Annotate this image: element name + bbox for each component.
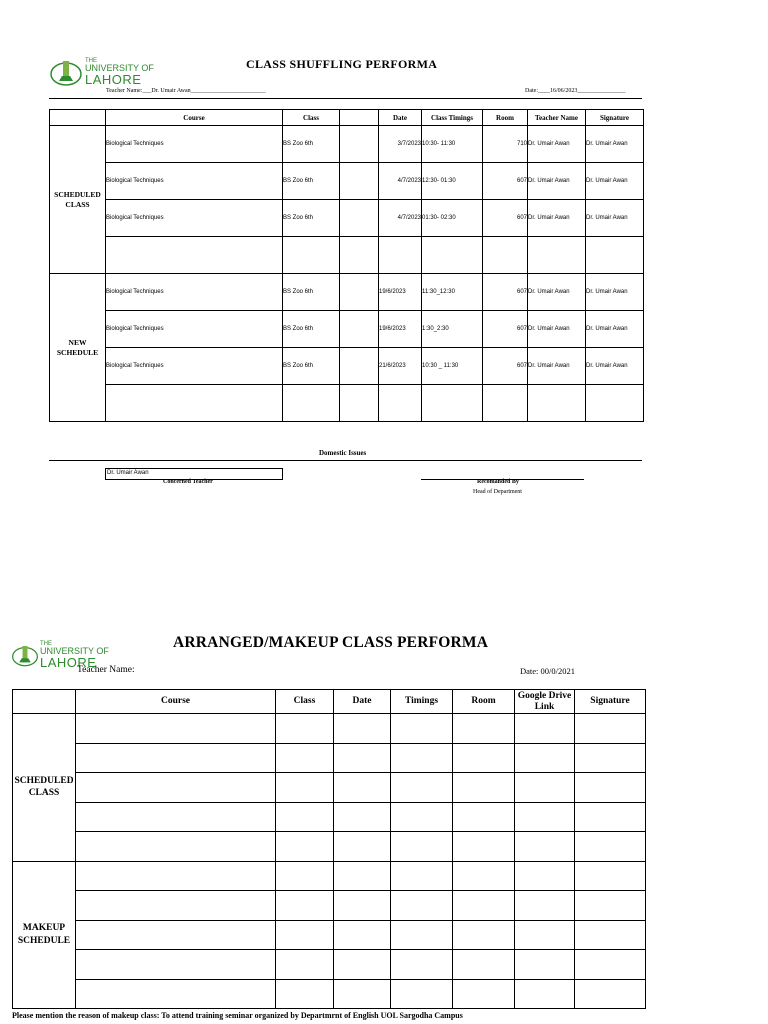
header-empty xyxy=(340,110,379,126)
table-row xyxy=(13,861,646,891)
cell-course[interactable] xyxy=(76,861,276,891)
cell-room[interactable] xyxy=(453,950,515,980)
cell-blank xyxy=(340,385,379,422)
cell-signature: Dr. Umair Awan xyxy=(586,200,644,237)
university-logo xyxy=(49,58,154,86)
table-row xyxy=(13,950,646,980)
cell-timings[interactable] xyxy=(391,861,453,891)
cell-drive-link[interactable] xyxy=(515,714,575,744)
cell-drive-link[interactable] xyxy=(515,920,575,950)
cell-class: BS Zoo 6th xyxy=(283,311,340,348)
cell-signature[interactable] xyxy=(575,832,646,862)
cell-date xyxy=(379,237,422,274)
cell-course[interactable] xyxy=(76,743,276,773)
cell-room: 607 xyxy=(483,274,528,311)
cell-course: Biological Techniques xyxy=(106,274,283,311)
table-row xyxy=(50,237,644,274)
cell-class xyxy=(283,237,340,274)
logo-lahore: LAHORE xyxy=(85,72,142,87)
cell-blank xyxy=(340,311,379,348)
header-google-drive-link: Google Drive Link xyxy=(515,690,575,714)
cell-course[interactable] xyxy=(76,920,276,950)
cell-timings: 12:30- 01:30 xyxy=(422,163,483,200)
cell-timings: 11:30_12:30 xyxy=(422,274,483,311)
header-date: Date xyxy=(334,690,391,714)
cell-timings[interactable] xyxy=(391,891,453,921)
cell-timings xyxy=(422,237,483,274)
header-class: Class xyxy=(276,690,334,714)
cell-course xyxy=(106,385,283,422)
head-of-department-label: Head of Department xyxy=(473,489,522,495)
new-schedule-label: NEW SCHEDULE xyxy=(50,274,106,422)
cell-signature: Dr. Umair Awan xyxy=(586,163,644,200)
cell-class xyxy=(283,385,340,422)
cell-class: BS Zoo 6th xyxy=(283,348,340,385)
cell-course[interactable] xyxy=(76,979,276,1009)
concerned-teacher-label: Concerned Teacher xyxy=(163,479,213,485)
cell-course[interactable] xyxy=(76,714,276,744)
form1-teacher-name: Teacher Name:___Dr. Umair Awan_________________________ xyxy=(106,88,266,94)
header-course: Course xyxy=(106,110,283,126)
cell-signature[interactable] xyxy=(575,950,646,980)
scheduled-class-label: SCHEDULED CLASS xyxy=(50,126,106,274)
cell-signature: Dr. Umair Awan xyxy=(586,311,644,348)
cell-class: BS Zoo 6th xyxy=(283,200,340,237)
cell-blank xyxy=(340,237,379,274)
domestic-issues-rule xyxy=(49,460,642,461)
cell-date[interactable] xyxy=(334,714,391,744)
cell-blank xyxy=(340,348,379,385)
cell-signature: Dr. Umair Awan xyxy=(586,126,644,163)
cell-teacher: Dr. Umair Awan xyxy=(528,274,586,311)
cell-teacher: Dr. Umair Awan xyxy=(528,348,586,385)
cell-drive-link[interactable] xyxy=(515,950,575,980)
cell-signature[interactable] xyxy=(575,773,646,803)
logo-the: THE xyxy=(40,641,52,647)
cell-timings: 01:30- 02:30 xyxy=(422,200,483,237)
cell-drive-link[interactable] xyxy=(515,832,575,862)
cell-class: BS Zoo 6th xyxy=(283,274,340,311)
cell-drive-link[interactable] xyxy=(515,802,575,832)
logo-the: THE xyxy=(85,58,97,64)
cell-room: 607 xyxy=(483,348,528,385)
cell-course: Biological Techniques xyxy=(106,200,283,237)
cell-date[interactable] xyxy=(334,802,391,832)
form2-date: Date: 00/0/2021 xyxy=(520,666,576,676)
table-row xyxy=(13,773,646,803)
table-header-row xyxy=(50,110,644,126)
cell-drive-link[interactable] xyxy=(515,861,575,891)
makeup-reason-note: Please mention the reason of makeup class: To attend training seminar organized by Departmrnt of English UOL Sargodha Campus xyxy=(12,1011,463,1020)
form1-title: CLASS SHUFFLING PERFORMA xyxy=(246,57,438,71)
logo-lahore: LAHORE xyxy=(40,655,97,670)
table-row xyxy=(13,832,646,862)
cell-drive-link[interactable] xyxy=(515,773,575,803)
table-row xyxy=(50,126,644,163)
table-row xyxy=(50,311,644,348)
table-row xyxy=(50,163,644,200)
cell-timings: 10:30 _ 11:30 xyxy=(422,348,483,385)
cell-signature: Dr. Umair Awan xyxy=(586,274,644,311)
cell-course: Biological Techniques xyxy=(106,348,283,385)
cell-course: Biological Techniques xyxy=(106,163,283,200)
cell-blank xyxy=(340,200,379,237)
cell-date: 3/7/2023 xyxy=(379,126,422,163)
cell-date: 4/7/2023 xyxy=(379,200,422,237)
cell-date[interactable] xyxy=(334,891,391,921)
table-row xyxy=(50,348,644,385)
cell-signature[interactable] xyxy=(575,714,646,744)
cell-signature[interactable] xyxy=(575,891,646,921)
cell-timings[interactable] xyxy=(391,832,453,862)
form2-title: ARRANGED/MAKEUP CLASS PERFORMA xyxy=(173,634,489,651)
cell-class: BS Zoo 6th xyxy=(283,126,340,163)
class-shuffling-table xyxy=(49,109,644,422)
cell-timings: 1:30_2:30 xyxy=(422,311,483,348)
header-blank xyxy=(50,110,106,126)
cell-course: Biological Techniques xyxy=(106,126,283,163)
cell-class[interactable] xyxy=(276,832,334,862)
cell-class[interactable] xyxy=(276,743,334,773)
cell-class[interactable] xyxy=(276,714,334,744)
cell-blank xyxy=(340,126,379,163)
cell-date[interactable] xyxy=(334,950,391,980)
cell-course[interactable] xyxy=(76,802,276,832)
cell-signature xyxy=(586,237,644,274)
cell-course xyxy=(106,237,283,274)
scheduled-class-label: SCHEDULED CLASS xyxy=(13,714,76,862)
cell-timings[interactable] xyxy=(391,714,453,744)
cell-course[interactable] xyxy=(76,832,276,862)
cell-timings[interactable] xyxy=(391,979,453,1009)
university-seal-icon xyxy=(49,58,83,86)
cell-date xyxy=(379,385,422,422)
cell-signature xyxy=(586,385,644,422)
cell-timings[interactable] xyxy=(391,802,453,832)
cell-timings[interactable] xyxy=(391,950,453,980)
makeup-class-table xyxy=(12,689,646,1009)
cell-date[interactable] xyxy=(334,743,391,773)
cell-drive-link[interactable] xyxy=(515,979,575,1009)
cell-room: 607 xyxy=(483,163,528,200)
table-header-row xyxy=(13,690,646,714)
cell-room[interactable] xyxy=(453,979,515,1009)
header-signature: Signature xyxy=(586,110,644,126)
cell-room xyxy=(483,237,528,274)
cell-signature: Dr. Umair Awan xyxy=(586,348,644,385)
table-row xyxy=(13,743,646,773)
logo-university: UNIVERSITY OF xyxy=(40,646,109,656)
concerned-teacher-field[interactable]: Dr. Umair Awan xyxy=(105,468,283,480)
cell-course[interactable] xyxy=(76,773,276,803)
cell-date[interactable] xyxy=(334,979,391,1009)
logo-university: UNIVERSITY OF xyxy=(85,63,154,73)
cell-date[interactable] xyxy=(334,832,391,862)
cell-class[interactable] xyxy=(276,920,334,950)
cell-room[interactable] xyxy=(453,891,515,921)
cell-class[interactable] xyxy=(276,950,334,980)
cell-blank xyxy=(340,163,379,200)
form2-teacher-name: Teacher Name: xyxy=(77,665,135,675)
table-row xyxy=(50,385,644,422)
cell-room: 607 xyxy=(483,311,528,348)
cell-course[interactable] xyxy=(76,950,276,980)
table-row xyxy=(50,274,644,311)
cell-date[interactable] xyxy=(334,861,391,891)
cell-class[interactable] xyxy=(276,891,334,921)
header-blank xyxy=(13,690,76,714)
table-row xyxy=(13,802,646,832)
cell-date[interactable] xyxy=(334,920,391,950)
cell-signature[interactable] xyxy=(575,861,646,891)
domestic-issues-label: Domestic Issues xyxy=(319,449,367,457)
cell-teacher xyxy=(528,385,586,422)
cell-room xyxy=(483,385,528,422)
cell-teacher: Dr. Umair Awan xyxy=(528,311,586,348)
cell-date: 21/6/2023 xyxy=(379,348,422,385)
cell-class[interactable] xyxy=(276,773,334,803)
cell-date: 19/6/2023 xyxy=(379,274,422,311)
header-teacher-name: Teacher Name xyxy=(528,110,586,126)
header-signature: Signature xyxy=(575,690,646,714)
university-seal-icon xyxy=(11,642,39,668)
cell-room: 710 xyxy=(483,126,528,163)
cell-teacher: Dr. Umair Awan xyxy=(528,200,586,237)
form1-header-rule xyxy=(49,98,642,99)
cell-room[interactable] xyxy=(453,743,515,773)
cell-class: BS Zoo 6th xyxy=(283,163,340,200)
cell-date[interactable] xyxy=(334,773,391,803)
table-row xyxy=(13,714,646,744)
header-room: Room xyxy=(453,690,515,714)
form1-date: Date:____16/06/2023________________ xyxy=(525,88,626,94)
header-class-timings: Class Timings xyxy=(422,110,483,126)
cell-drive-link[interactable] xyxy=(515,891,575,921)
cell-course: Biological Techniques xyxy=(106,311,283,348)
cell-room[interactable] xyxy=(453,802,515,832)
cell-teacher: Dr. Umair Awan xyxy=(528,126,586,163)
makeup-schedule-label: MAKEUP SCHEDULE xyxy=(13,861,76,1009)
cell-signature[interactable] xyxy=(575,743,646,773)
cell-timings xyxy=(422,385,483,422)
cell-class[interactable] xyxy=(276,861,334,891)
cell-date: 4/7/2023 xyxy=(379,163,422,200)
header-timings: Timings xyxy=(391,690,453,714)
cell-room[interactable] xyxy=(453,832,515,862)
header-date: Date xyxy=(379,110,422,126)
cell-room: 607 xyxy=(483,200,528,237)
cell-room[interactable] xyxy=(453,861,515,891)
cell-room[interactable] xyxy=(453,773,515,803)
cell-timings: 10:30- 11:30 xyxy=(422,126,483,163)
table-row xyxy=(13,891,646,921)
recommended-by-label: Recomanded By xyxy=(477,479,519,485)
cell-signature[interactable] xyxy=(575,920,646,950)
table-row xyxy=(50,200,644,237)
cell-room[interactable] xyxy=(453,920,515,950)
cell-teacher: Dr. Umair Awan xyxy=(528,163,586,200)
cell-room[interactable] xyxy=(453,714,515,744)
header-course: Course xyxy=(76,690,276,714)
cell-signature[interactable] xyxy=(575,802,646,832)
header-class: Class xyxy=(283,110,340,126)
table-row xyxy=(13,979,646,1009)
cell-signature[interactable] xyxy=(575,979,646,1009)
cell-date: 19/6/2023 xyxy=(379,311,422,348)
cell-course[interactable] xyxy=(76,891,276,921)
cell-class[interactable] xyxy=(276,979,334,1009)
cell-drive-link[interactable] xyxy=(515,743,575,773)
header-room: Room xyxy=(483,110,528,126)
table-row xyxy=(13,920,646,950)
cell-blank xyxy=(340,274,379,311)
cell-teacher xyxy=(528,237,586,274)
cell-timings[interactable] xyxy=(391,920,453,950)
cell-class[interactable] xyxy=(276,802,334,832)
cell-timings[interactable] xyxy=(391,773,453,803)
cell-timings[interactable] xyxy=(391,743,453,773)
